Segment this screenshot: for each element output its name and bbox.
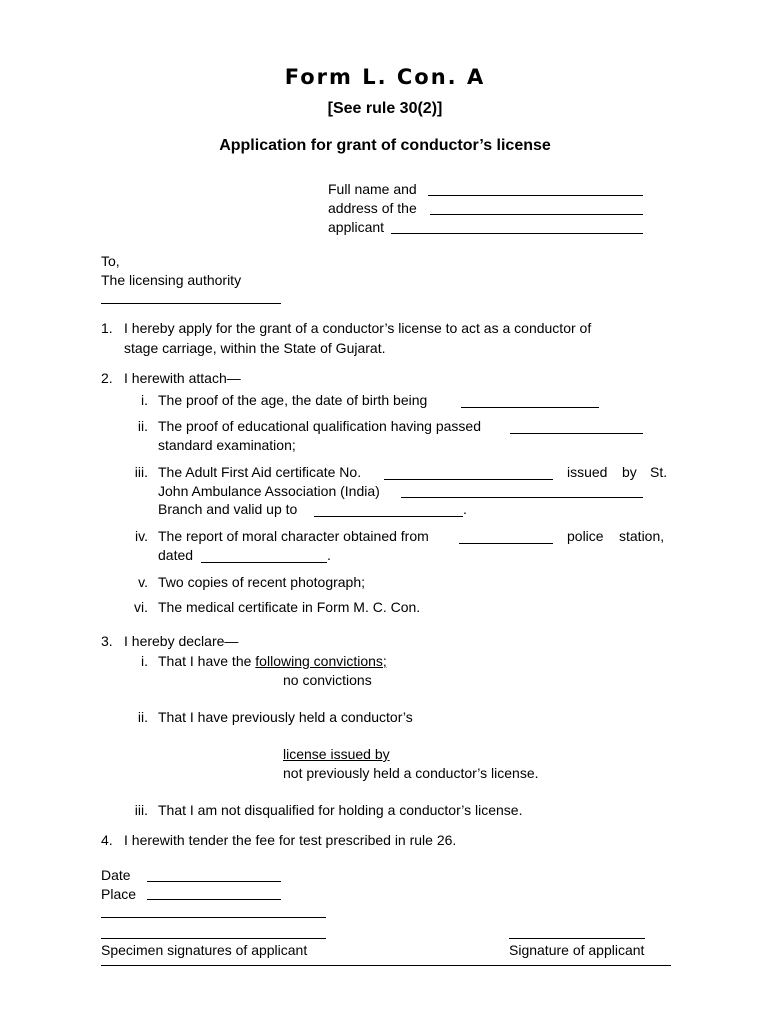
applicant-blank[interactable]: [391, 233, 643, 234]
item-2-iv-period: .: [327, 547, 331, 563]
date-blank[interactable]: [147, 881, 281, 882]
authority-blank[interactable]: [101, 303, 281, 304]
applicant-label: applicant: [328, 219, 385, 235]
item-2-ii-numeral: ii.: [137, 418, 148, 434]
item-2-v-numeral: v.: [138, 574, 148, 590]
item-2-vi-numeral: vi.: [134, 599, 148, 615]
address-label: address of the: [328, 200, 417, 216]
item-2-iii-text: The Adult First Aid certificate No.: [158, 464, 362, 480]
item-3-i-prefix: That I have the: [158, 653, 256, 669]
item-2-iv-dated: dated: [158, 547, 194, 563]
item-2-ii-text-cont: standard examination;: [158, 437, 296, 453]
full-name-blank[interactable]: [428, 195, 643, 196]
place-label: Place: [101, 886, 137, 902]
issued-word: issued: [567, 464, 608, 480]
dated-blank[interactable]: [201, 562, 327, 563]
full-name-label: Full name and: [328, 181, 417, 197]
specimen-signature-line-1[interactable]: [101, 917, 326, 918]
item-2-i-numeral: i.: [141, 392, 148, 408]
date-of-birth-blank[interactable]: [461, 407, 599, 408]
license-issued-by-link[interactable]: license issued by: [283, 746, 390, 762]
item-3-iii-numeral: iii.: [134, 802, 148, 818]
ambulance-assoc-blank[interactable]: [401, 497, 643, 498]
item-2-text: I herewith attach—: [124, 370, 241, 386]
convictions-answer[interactable]: no convictions: [283, 672, 372, 688]
item-3-number: 3.: [101, 633, 113, 649]
item-1-line-1: I hereby apply for the grant of a conductor’s license to act as a conductor of: [124, 320, 592, 336]
item-2-iii-line-3: Branch and valid up to: [158, 501, 298, 517]
signature-line[interactable]: [509, 938, 645, 939]
item-4-number: 4.: [101, 832, 113, 848]
item-2-v-text: Two copies of recent photograph;: [158, 574, 366, 590]
place-blank[interactable]: [147, 899, 281, 900]
item-3-text: I hereby declare—: [124, 633, 239, 649]
signature-label: Signature of applicant: [509, 942, 645, 958]
by-word: by: [622, 464, 637, 480]
item-3-ii-numeral: ii.: [137, 709, 148, 725]
police-word: police: [567, 528, 604, 544]
to-label: To,: [101, 253, 120, 269]
item-2-ii-text: The proof of educational qualification having passed: [158, 418, 481, 434]
item-3-iii-text: That I am not disqualified for holding a conductor’s license.: [158, 802, 523, 818]
footer-rule: [101, 965, 671, 966]
specimen-signature-line-2[interactable]: [101, 938, 326, 939]
st-word: St.: [650, 464, 668, 480]
item-2-iv-text: The report of moral character obtained from: [158, 528, 429, 544]
valid-up-to-blank[interactable]: [314, 516, 463, 517]
item-2-iii-numeral: iii.: [134, 464, 148, 480]
item-3-i-numeral: i.: [141, 653, 148, 669]
item-2-iii-line-2: John Ambulance Association (India): [158, 483, 380, 499]
item-2-i-text: The proof of the age, the date of birth being: [158, 392, 428, 408]
item-2-iii-period: .: [463, 501, 467, 517]
moral-character-blank[interactable]: [459, 543, 553, 544]
form-heading: Application for grant of conductor’s license: [219, 137, 551, 154]
form-title: Form L. Con. A: [284, 65, 486, 89]
licensing-authority-label: The licensing authority: [101, 272, 242, 288]
item-1-number: 1.: [101, 320, 113, 336]
item-3-ii-text: That I have previously held a conductor’s: [158, 709, 413, 725]
previous-license-answer[interactable]: not previously held a conductor’s license.: [283, 765, 539, 781]
address-blank[interactable]: [430, 214, 643, 215]
date-label: Date: [101, 867, 131, 883]
following-convictions-link[interactable]: following convictions;: [255, 653, 387, 669]
item-3-i-text: [158, 652, 387, 670]
specimen-signatures-label: Specimen signatures of applicant: [101, 942, 308, 958]
rule-reference: [See rule 30(2)]: [327, 100, 443, 117]
item-4-text: I herewith tender the fee for test prescribed in rule 26.: [124, 832, 457, 848]
station-word: station,: [619, 528, 665, 544]
item-2-number: 2.: [101, 370, 113, 386]
item-2-iv-numeral: iv.: [135, 528, 148, 544]
qualification-blank[interactable]: [510, 433, 643, 434]
item-2-vi-text: The medical certificate in Form M. C. Con.: [158, 599, 421, 615]
first-aid-cert-blank[interactable]: [384, 479, 553, 480]
item-1-line-2: stage carriage, within the State of Gujarat.: [124, 340, 386, 356]
